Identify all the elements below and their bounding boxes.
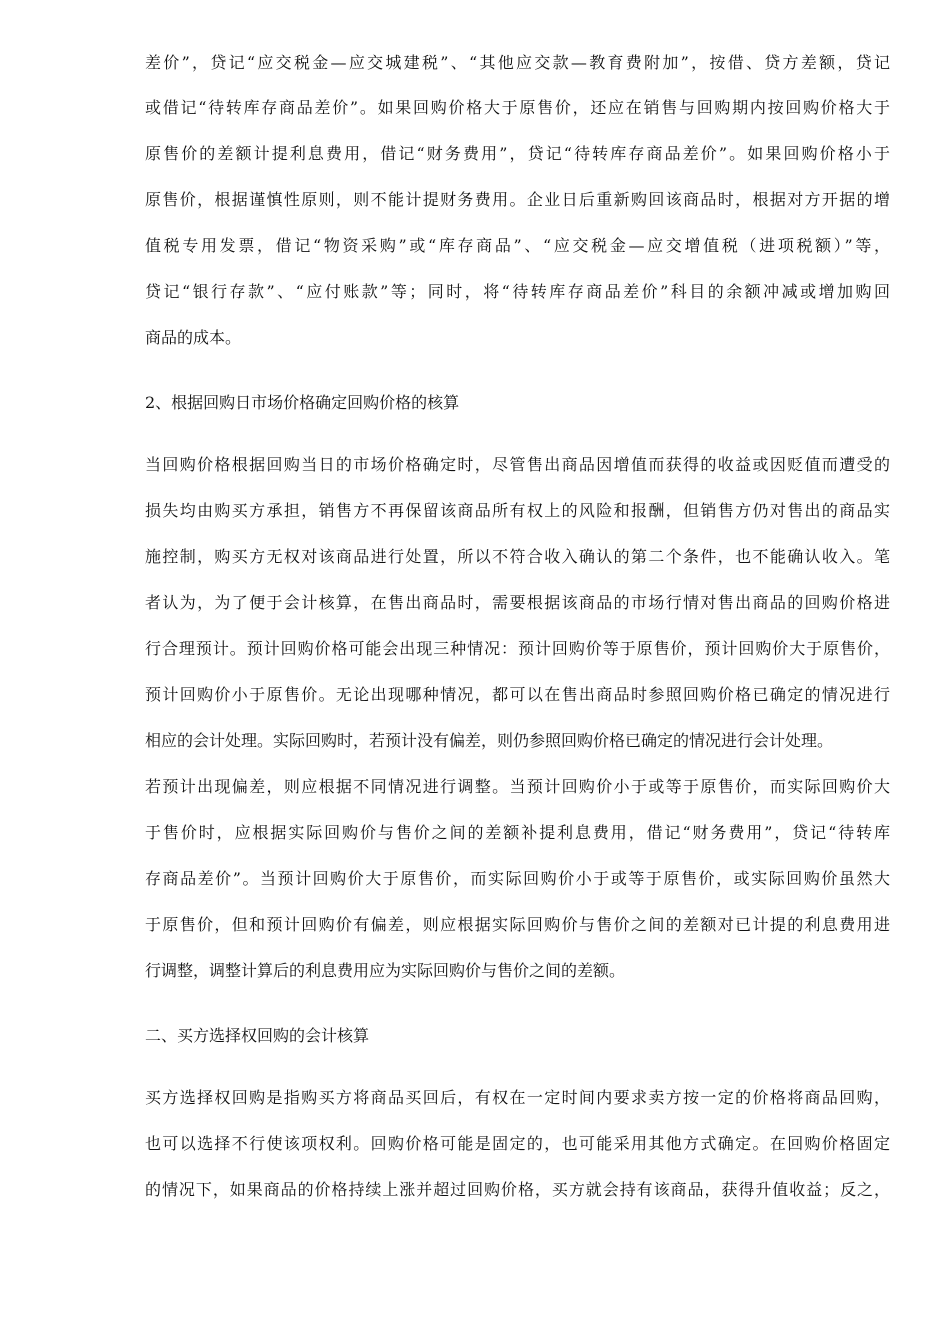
paragraph-line: 贷记“银行存款”、“应付账款”等；同时，将“待转库存商品差价”科目的余额冲减或增加购回 xyxy=(145,282,890,301)
paragraph-line: 若预计出现偏差，则应根据不同情况进行调整。当预计回购价小于或等于原售价，而实际回购价大 xyxy=(145,777,890,796)
paragraph-line: 也可以选择不行使该项权利。回购价格可能是固定的，也可能采用其他方式确定。在回购价格固定 xyxy=(145,1134,890,1153)
paragraph-line: 商品的成本。 xyxy=(145,328,242,347)
paragraph-line: 差价”，贷记“应交税金—应交城建税”、“其他应交款—教育费附加”，按借、贷方差额，贷记 xyxy=(145,53,890,72)
paragraph-line: 的情况下，如果商品的价格持续上涨并超过回购价格，买方就会持有该商品，获得升值收益；反之， xyxy=(145,1180,890,1199)
paragraph-line: 者认为，为了便于会计核算，在售出商品时，需要根据该商品的市场行情对售出商品的回购价格进 xyxy=(145,593,890,612)
paragraph-line: 相应的会计处理。实际回购时，若预计没有偏差，则仍参照回购价格已确定的情况进行会计处理。 xyxy=(145,731,834,750)
paragraph-line: 原售价的差额计提利息费用，借记“财务费用”，贷记“待转库存商品差价”。如果回购价格小于 xyxy=(145,144,890,163)
paragraph-line: 于售价时，应根据实际回购价与售价之间的差额补提利息费用，借记“财务费用”，贷记“待转库 xyxy=(145,823,890,842)
paragraph-line: 行合理预计。预计回购价格可能会出现三种情况：预计回购价等于原售价，预计回购价大于原售价， xyxy=(145,639,890,658)
paragraph-line: 于原售价，但和预计回购价有偏差，则应根据实际回购价与售价之间的差额对已计提的利息费用进 xyxy=(145,915,890,934)
paragraph-line: 原售价，根据谨慎性原则，则不能计提财务费用。企业日后重新购回该商品时，根据对方开据的增 xyxy=(145,190,890,209)
paragraph-line: 预计回购价小于原售价。无论出现哪种情况，都可以在售出商品时参照回购价格已确定的情况进行 xyxy=(145,685,890,704)
document-page xyxy=(145,0,890,1344)
paragraph-line: 当回购价格根据回购当日的市场价格确定时，尽管售出商品因增值而获得的收益或因贬值而遭受的 xyxy=(145,455,890,474)
paragraph-line: 行调整，调整计算后的利息费用应为实际回购价与售价之间的差额。 xyxy=(145,961,626,980)
paragraph-line: 损失均由购买方承担，销售方不再保留该商品所有权上的风险和报酬，但销售方仍对售出的商品实 xyxy=(145,501,890,520)
section-heading: 2、根据回购日市场价格确定回购价格的核算 xyxy=(145,393,460,412)
paragraph-line: 或借记“待转库存商品差价”。如果回购价格大于原售价，还应在销售与回购期内按回购价格大于 xyxy=(145,98,890,117)
section-heading: 二、买方选择权回购的会计核算 xyxy=(145,1026,370,1045)
paragraph-line: 值税专用发票，借记“物资采购”或“库存商品”、“应交税金—应交增值税（进项税额）”等， xyxy=(145,236,890,255)
paragraph-line: 买方选择权回购是指购买方将商品买回后，有权在一定时间内要求卖方按一定的价格将商品回购， xyxy=(145,1088,890,1107)
paragraph-line: 施控制，购买方无权对该商品进行处置，所以不符合收入确认的第二个条件，也不能确认收入。笔 xyxy=(145,547,890,566)
paragraph-line: 存商品差价”。当预计回购价大于原售价，而实际回购价小于或等于原售价，或实际回购价虽然大 xyxy=(145,869,890,888)
